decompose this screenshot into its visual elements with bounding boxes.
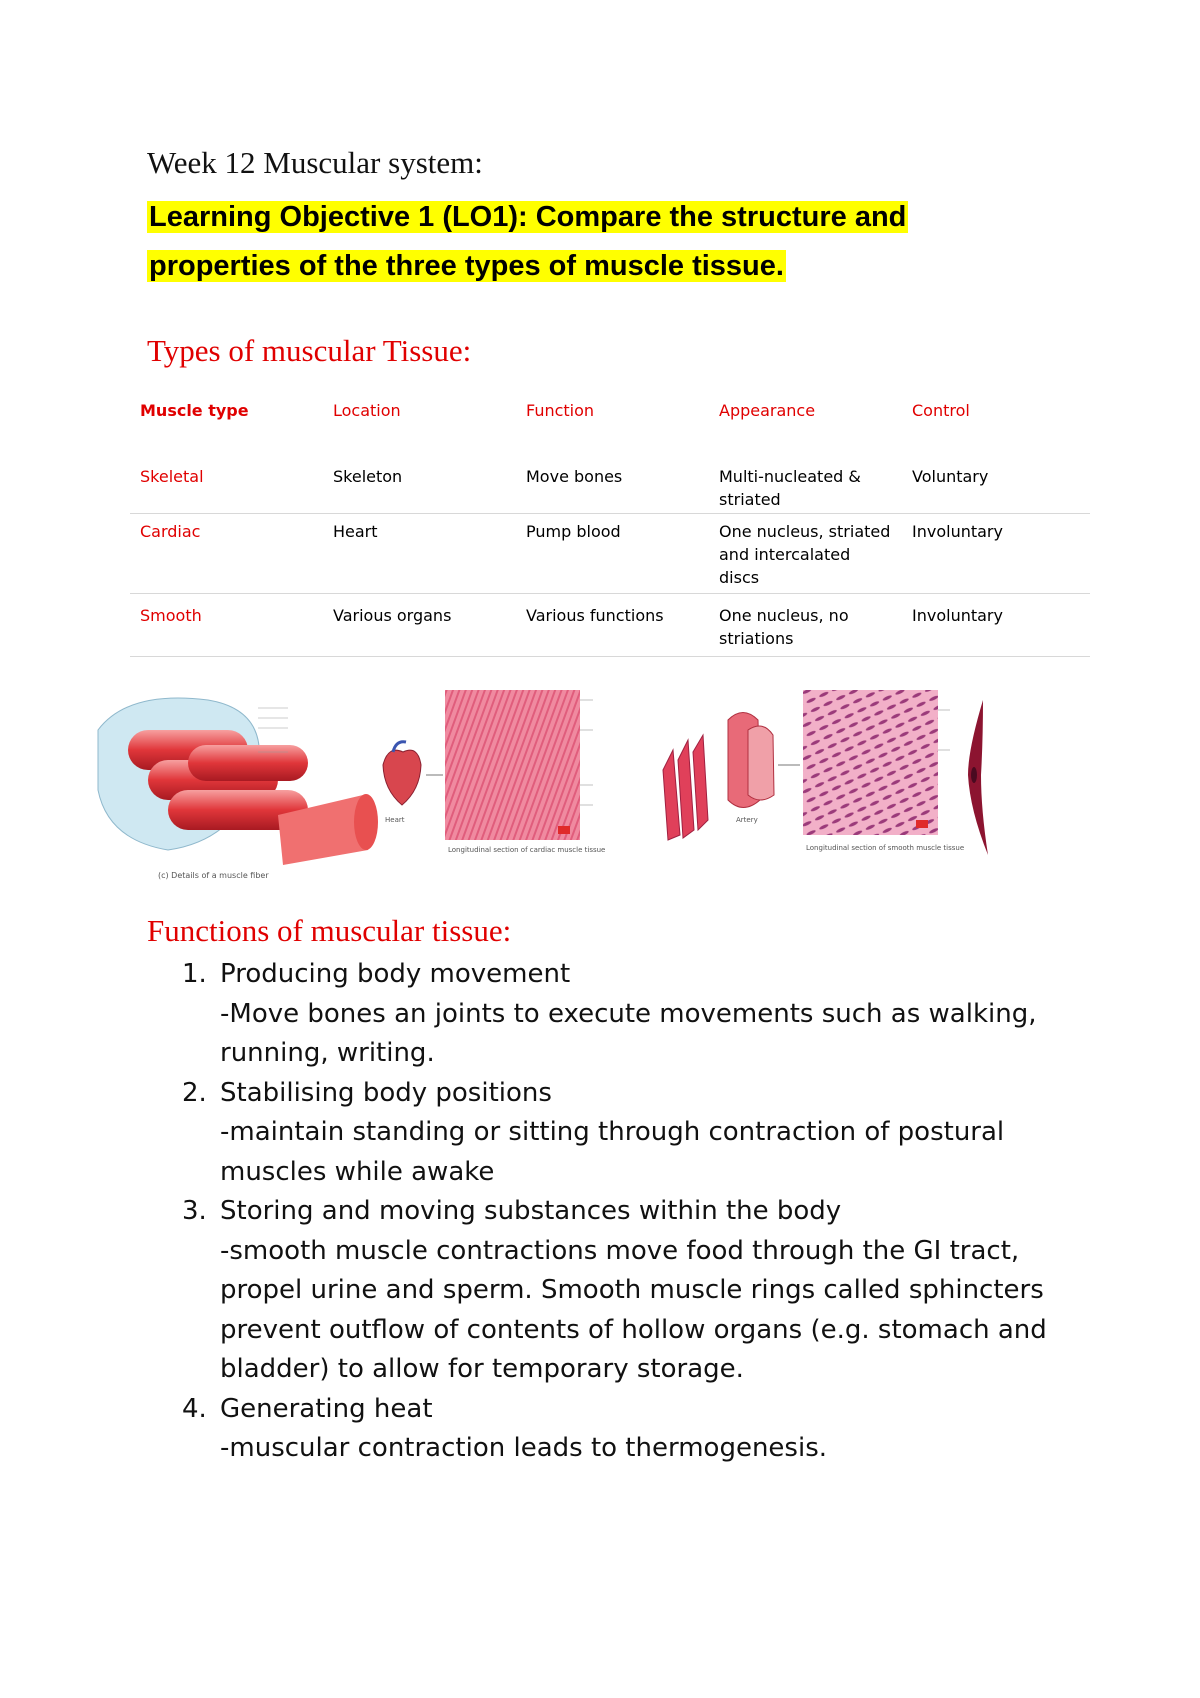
item-description: -smooth muscle contractions move food through the GI tract, propel urine and sperm. Smooth muscle rings called sphincters prevent outflow of contents of hollow organs (e.g. stomach and bladder) to allow for temporary storage. (220, 1235, 1047, 1384)
types-heading: Types of muscular Tissue: (147, 333, 472, 368)
table-cell: Skeleton (323, 461, 516, 514)
item-number: 1. (182, 959, 207, 989)
item-description: -maintain standing or sitting through contraction of postural muscles while awake (220, 1117, 1005, 1187)
table-cell: Involuntary (902, 514, 1090, 594)
table-cell: Cardiac (130, 514, 323, 594)
item-title: Stabilising body positions (220, 1077, 552, 1108)
table-cell: Multi-nucleated & striated (709, 461, 902, 514)
list-item (182, 955, 1082, 1074)
column-header: Location (333, 401, 401, 420)
artery-label: Artery (736, 816, 758, 824)
functions-heading: Functions of muscular tissue: (147, 913, 512, 948)
table-cell: Move bones (516, 461, 709, 514)
table-cell: Involuntary (902, 594, 1090, 657)
list-item (182, 1390, 1082, 1469)
cardiac-caption: Longitudinal section of cardiac muscle tissue (448, 846, 606, 854)
item-description: -Move bones an joints to execute movements such as walking, running, writing. (220, 998, 1037, 1068)
table-row (130, 514, 1090, 594)
column-header: Appearance (719, 401, 816, 420)
list-item (182, 1074, 1082, 1193)
table-cell: One nucleus, no striations (709, 594, 902, 657)
column-header: Muscle type (140, 401, 249, 420)
table-cell: Heart (323, 514, 516, 594)
item-title: Generating heat (220, 1393, 433, 1424)
learning-objective (147, 193, 1047, 291)
column-header: Function (526, 401, 595, 420)
item-number: 3. (182, 1196, 207, 1226)
skeletal-caption: (c) Details of a muscle fiber (158, 871, 269, 880)
list-item (182, 1192, 1082, 1390)
week-title: Week 12 Muscular system: (147, 145, 483, 180)
item-number: 4. (182, 1393, 207, 1424)
muscle-tissue-figure (88, 690, 1128, 890)
skeletal-muscle-illustration (98, 698, 378, 880)
cardiac-tissue-micrograph (445, 690, 708, 854)
table-cell: One nucleus, striated and intercalated discs (709, 514, 902, 594)
smooth-tissue-micrograph (803, 690, 988, 855)
table-cell: Pump blood (516, 514, 709, 594)
table-header-row (130, 393, 1090, 461)
learning-objective-text: Learning Objective 1 (LO1): Compare the structure and properties of the three types of muscle tissue. (149, 201, 907, 282)
column-header: Control (912, 401, 970, 420)
table-row (130, 594, 1090, 657)
heart-label: Heart (385, 816, 405, 824)
functions-list (182, 955, 1082, 1469)
table-cell: Smooth (130, 594, 323, 657)
table-cell: Various functions (516, 594, 709, 657)
table-cell: Skeletal (130, 461, 323, 514)
table-cell: Voluntary (902, 461, 1090, 514)
item-title: Storing and moving substances within the body (220, 1196, 842, 1226)
muscle-types-table (130, 393, 1090, 657)
table-row (130, 461, 1090, 514)
heart-illustration (383, 742, 443, 824)
artery-illustration (728, 713, 800, 825)
item-title: Producing body movement (220, 959, 571, 989)
item-number: 2. (182, 1077, 207, 1108)
item-description: -muscular contraction leads to thermogenesis. (220, 1433, 828, 1463)
table-cell: Various organs (323, 594, 516, 657)
smooth-caption: Longitudinal section of smooth muscle tissue (806, 844, 965, 852)
